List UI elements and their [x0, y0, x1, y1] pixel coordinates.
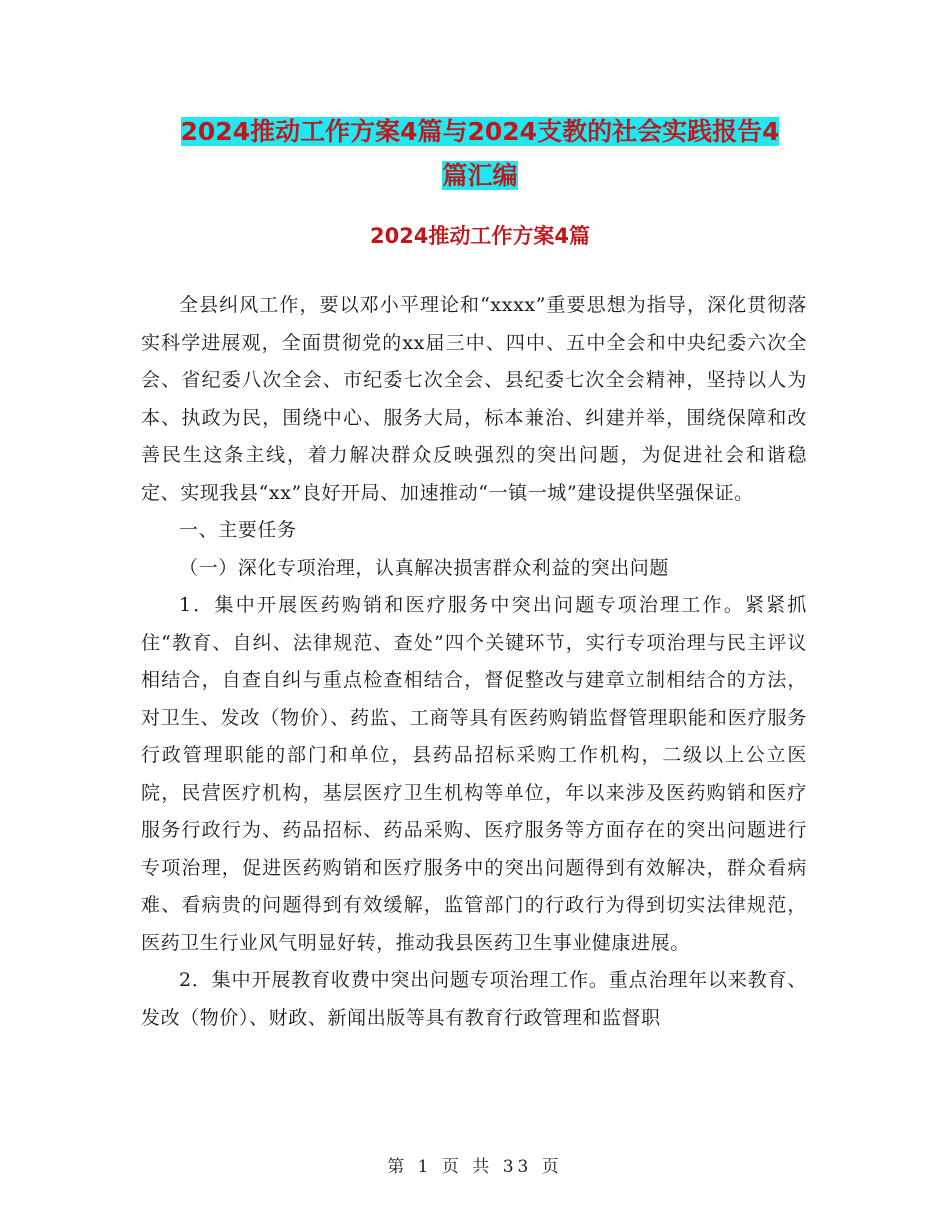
- title-line-2: 篇汇编: [442, 161, 518, 190]
- title-line-1: 2024推动工作方案4篇与2024支教的社会实践报告4: [180, 117, 780, 146]
- paragraph-item-2: 2．集中开展教育收费中突出问题专项治理工作。重点治理年以来教育、发改（物价）、财政、新闻出版等具有教育行政管理和监督职: [141, 969, 807, 1029]
- page-number-footer: 第 1 页 共 33 页: [387, 1157, 563, 1177]
- paragraph-intro: 全县纠风工作，要以邓小平理论和“xxxx”重要思想为指导，深化贯彻落实科学进展观，全面贯彻党的xx届三中、四中、五中全会和中央纪委六次全会、省纪委八次全会、市纪委七次全会、县纪委七次全会精神，坚持以人为本、执政为民，围绕中心、服务大局，标本兼治、纠建并举，围绕保障和改善民生这条主线，着力解决群众反映强烈的突出问题，为促进社会和谐稳定、实现我县“xx”良好开局、加速推动“一镇一城”建设提供坚强保证。: [141, 294, 807, 504]
- heading-main-tasks: 一、主要任务: [179, 519, 297, 541]
- section-title: 2024推动工作方案4篇: [369, 224, 591, 248]
- paragraph-item-1: 1．集中开展医药购销和医疗服务中突出问题专项治理工作。紧紧抓住“教育、自纠、法律规范、查处”四个关键环节，实行专项治理与民主评议相结合，自查自纠与重点检查相结合，督促整改与建章立制相结合的方法，对卫生、发改（物价）、药监、工商等具有医药购销监督管理职能和医疗服务行政管理职能的部门和单位，县药品招标采购工作机构，二级以上公立医院，民营医疗机构，基层医疗卫生机构等单位，年以来涉及医药购销和医疗服务行政行为、药品招标、药品采购、医疗服务等方面存在的突出问题进行专项治理，促进医药购销和医疗服务中的突出问题得到有效解决，群众看病难、看病贵的问题得到有效缓解，监管部门的行政行为得到切实法律规范，医药卫生行业风气明显好转，推动我县医药卫生事业健康进展。: [141, 594, 807, 954]
- subheading-special-governance: （一）深化专项治理，认真解决损害群众利益的突出问题: [179, 556, 670, 579]
- document-title: [140, 110, 820, 198]
- body-text: [141, 287, 807, 1037]
